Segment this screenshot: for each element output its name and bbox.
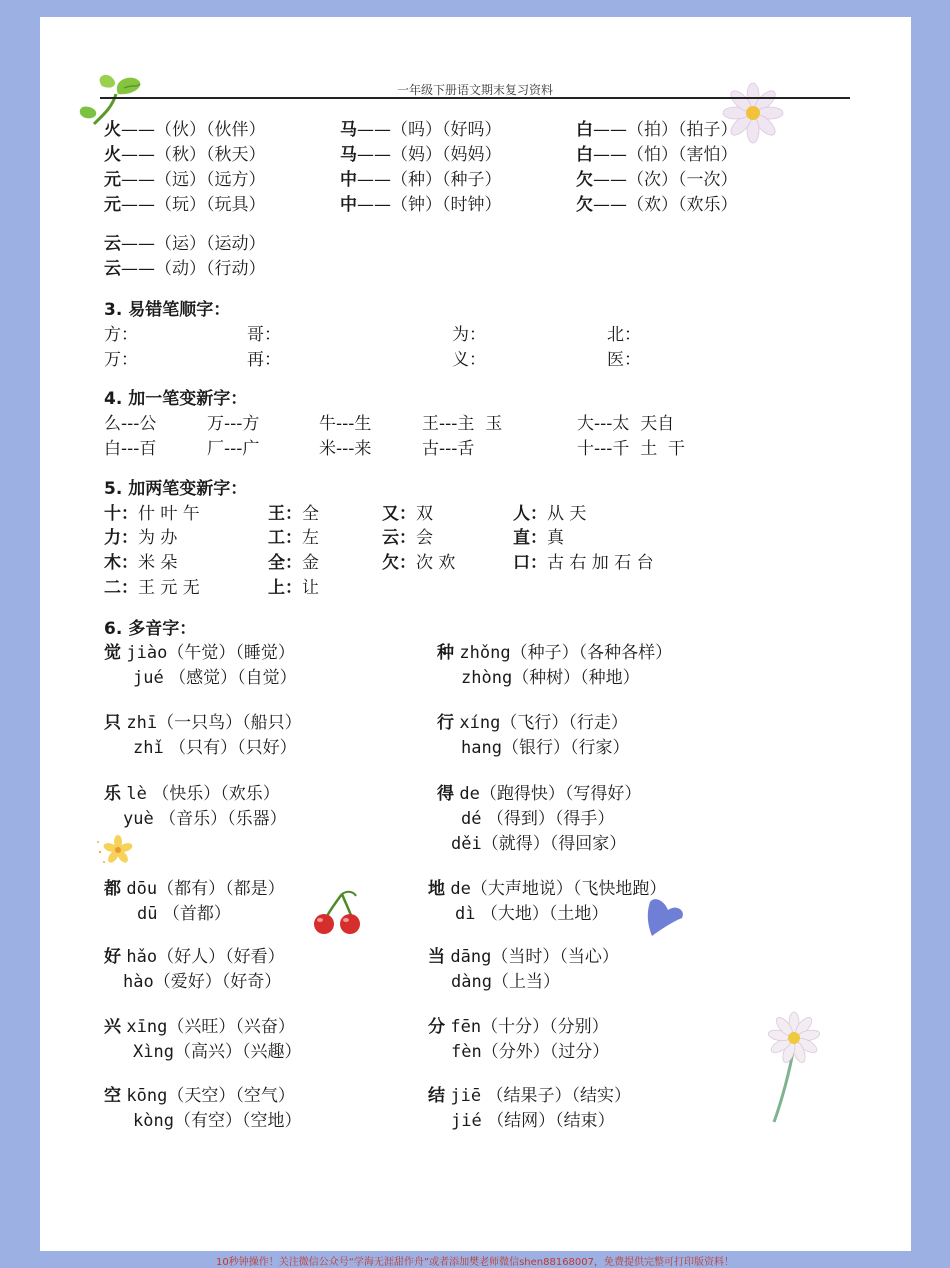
pair-line: 中——（钟）（时钟） bbox=[340, 195, 502, 215]
stroke-char: 再： bbox=[247, 350, 281, 370]
polyphone-line: dé （得到）（得手） bbox=[461, 809, 615, 829]
pair-line: 马——（妈）（妈妈） bbox=[340, 145, 502, 165]
polyphone-line: zhòng（种树）（种地） bbox=[461, 668, 640, 688]
add-stroke-item: 王---主 玉 bbox=[422, 414, 503, 434]
two-stroke-item: 上：让 bbox=[268, 578, 319, 598]
pair-line: 火——（秋）（秋天） bbox=[104, 145, 266, 165]
add-stroke-item: 白---百 bbox=[104, 439, 157, 459]
stroke-char: 哥： bbox=[247, 325, 281, 345]
section-title-4: 4. 加一笔变新字： bbox=[104, 389, 248, 409]
header-rule bbox=[100, 97, 850, 99]
two-stroke-item: 口：古 右 加 石 台 bbox=[513, 553, 654, 573]
polyphone-line: 都 dōu（都有）（都是） bbox=[104, 879, 285, 899]
heart-icon bbox=[642, 896, 688, 942]
two-stroke-item: 云：会 bbox=[382, 528, 433, 548]
polyphone-line: 结 jiē （结果子）（结实） bbox=[428, 1086, 632, 1106]
polyphone-line: hang（银行）（行家） bbox=[461, 738, 630, 758]
stroke-char: 义： bbox=[452, 350, 486, 370]
two-stroke-item: 全：金 bbox=[268, 553, 319, 573]
two-stroke-item: 力：为 办 bbox=[104, 528, 178, 548]
pair-line: 云——（动）（行动） bbox=[104, 259, 266, 279]
two-stroke-item: 欠：次 欢 bbox=[382, 553, 456, 573]
polyphone-line: kòng（有空）（空地） bbox=[133, 1111, 302, 1131]
pair-line: 中——（种）（种子） bbox=[340, 170, 502, 190]
two-stroke-item: 工：左 bbox=[268, 528, 319, 548]
polyphone-line: 兴 xīng（兴旺）（兴奋） bbox=[104, 1017, 295, 1037]
sparkle-flower-icon bbox=[94, 828, 138, 872]
add-stroke-item: 十---千 土 干 bbox=[577, 439, 686, 459]
polyphone-line: fèn（分外）（过分） bbox=[451, 1042, 610, 1062]
stroke-char: 万： bbox=[104, 350, 138, 370]
polyphone-line: 得 de（跑得快）（写得好） bbox=[437, 784, 642, 804]
add-stroke-item: 古---舌 bbox=[422, 439, 475, 459]
pair-line: 白——（怕）（害怕） bbox=[576, 145, 738, 165]
page-header-title: 一年级下册语文期末复习资料 bbox=[396, 83, 553, 97]
polyphone-line: dì （大地）（土地） bbox=[455, 904, 609, 924]
polyphone-line: 行 xíng（飞行）（行走） bbox=[437, 713, 628, 733]
polyphone-line: 觉 jiào（午觉）（睡觉） bbox=[104, 643, 295, 663]
polyphone-line: 好 hǎo（好人）（好看） bbox=[104, 947, 285, 967]
add-stroke-item: 么---公 bbox=[104, 414, 157, 434]
polyphone-line: dàng（上当） bbox=[451, 972, 560, 992]
section-title-3: 3. 易错笔顺字： bbox=[104, 300, 231, 320]
add-stroke-item: 大---太 天自 bbox=[577, 414, 675, 434]
pair-line: 欠——（次）（一次） bbox=[576, 170, 738, 190]
polyphone-line: jié （结网）（结束） bbox=[451, 1111, 615, 1131]
add-stroke-item: 万---方 bbox=[207, 414, 260, 434]
promo-footer-text: 10秒钟操作！关注微信公众号“学海无涯甜作舟”或者添加樊老师微信shen88168007，免费提供完整可打印版资料！ bbox=[215, 1257, 735, 1268]
polyphone-line: 当 dāng（当时）（当心） bbox=[428, 947, 619, 967]
add-stroke-item: 牛---生 bbox=[319, 414, 372, 434]
pair-line: 马——（吗）（好吗） bbox=[340, 120, 502, 140]
two-stroke-item: 直：真 bbox=[513, 528, 564, 548]
polyphone-line: 乐 lè （快乐）（欢乐） bbox=[104, 784, 280, 804]
polyphone-line: děi（就得）（得回家） bbox=[451, 834, 627, 854]
stroke-char: 北： bbox=[607, 325, 641, 345]
cherry-icon bbox=[308, 890, 366, 936]
polyphone-line: 空 kōng（天空）（空气） bbox=[104, 1086, 295, 1106]
two-stroke-item: 二：王 元 无 bbox=[104, 578, 200, 598]
polyphone-line: dū （首都） bbox=[137, 904, 231, 924]
polyphone-line: 只 zhī（一只鸟）（船只） bbox=[104, 713, 302, 733]
polyphone-line: yuè （音乐）（乐器） bbox=[123, 809, 287, 829]
pair-line: 元——（玩）（玩具） bbox=[104, 195, 266, 215]
polyphone-line: 分 fēn（十分）（分别） bbox=[428, 1017, 609, 1037]
pair-line: 欠——（欢）（欢乐） bbox=[576, 195, 738, 215]
pair-line: 火——（伙）（伙伴） bbox=[104, 120, 266, 140]
polyphone-line: hào（爱好）（好奇） bbox=[123, 972, 282, 992]
polyphone-line: 地 de（大声地说）（飞快地跑） bbox=[428, 879, 667, 899]
pair-line: 云——（运）（运动） bbox=[104, 234, 266, 254]
add-stroke-item: 厂---广 bbox=[207, 439, 260, 459]
stroke-char: 为： bbox=[452, 325, 486, 345]
two-stroke-item: 木：米 朵 bbox=[104, 553, 178, 573]
two-stroke-item: 十：什 叶 午 bbox=[104, 504, 200, 524]
two-stroke-item: 又：双 bbox=[382, 504, 433, 524]
pair-line: 白——（拍）（拍子） bbox=[576, 120, 738, 140]
section-title-5: 5. 加两笔变新字： bbox=[104, 479, 248, 499]
pair-line: 元——（远）（远方） bbox=[104, 170, 266, 190]
daisy-stem-flower-icon bbox=[760, 1010, 830, 1130]
polyphone-line: zhǐ （只有）（只好） bbox=[133, 738, 297, 758]
polyphone-line: Xìng（高兴）（兴趣） bbox=[133, 1042, 302, 1062]
two-stroke-item: 人：从 天 bbox=[513, 504, 587, 524]
stroke-char: 方： bbox=[104, 325, 138, 345]
polyphone-line: 种 zhǒng（种子）（各种各样） bbox=[437, 643, 673, 663]
section-title-6: 6. 多音字： bbox=[104, 619, 197, 639]
stroke-char: 医： bbox=[607, 350, 641, 370]
polyphone-line: jué （感觉）（自觉） bbox=[133, 668, 297, 688]
two-stroke-item: 王：全 bbox=[268, 504, 319, 524]
add-stroke-item: 米---来 bbox=[319, 439, 372, 459]
